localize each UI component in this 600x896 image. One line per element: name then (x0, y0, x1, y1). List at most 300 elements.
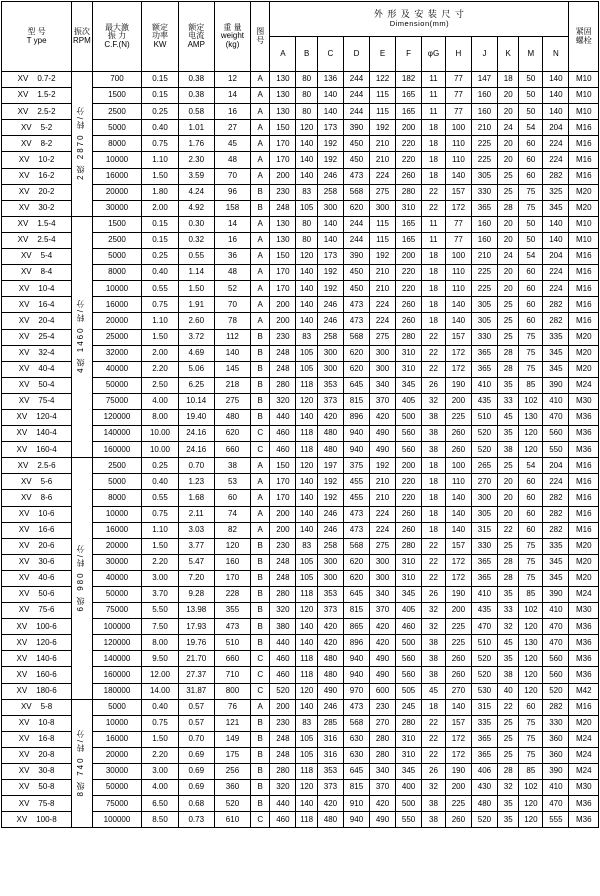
cell-dim-C: 140 (317, 88, 343, 104)
cell-dim-A: 230 (270, 715, 296, 731)
cell-dim-B: 118 (296, 587, 318, 603)
cell-dim-N: 282 (543, 522, 569, 538)
cell-dim-K: 35 (497, 377, 519, 393)
cell-dim-E: 600 (370, 683, 396, 699)
cell-kw: 0.40 (142, 265, 178, 281)
cell-model: XV 75-6 (2, 603, 72, 619)
cell-weight: 52 (214, 281, 250, 297)
cell-dim-J: 315 (471, 522, 497, 538)
cell-dim-C: 246 (317, 297, 343, 313)
cell-dim-H: 260 (445, 812, 471, 828)
cell-kw: 0.75 (142, 136, 178, 152)
cell-drawing: C (251, 667, 270, 683)
cell-dim-B: 140 (296, 297, 318, 313)
cell-dim-B: 120 (296, 780, 318, 796)
cell-dim-G: 18 (422, 136, 446, 152)
cell-dim-G: 45 (422, 683, 446, 699)
cell-dim-N: 325 (543, 184, 569, 200)
cell-rpm-group (72, 216, 92, 457)
cell-bolt: M10 (569, 216, 599, 232)
cell-dim-A: 320 (270, 393, 296, 409)
cell-dim-C: 300 (317, 570, 343, 586)
cell-model: XV 140-4 (2, 426, 72, 442)
cell-dim-K: 28 (497, 345, 519, 361)
cell-cf: 5000 (92, 699, 142, 715)
cell-dim-N: 560 (543, 667, 569, 683)
cell-model: XV 16-4 (2, 297, 72, 313)
cell-dim-B: 80 (296, 72, 318, 88)
cell-dim-A: 130 (270, 72, 296, 88)
cell-dim-F: 260 (396, 313, 422, 329)
cell-dim-E: 275 (370, 538, 396, 554)
cell-dim-H: 140 (445, 506, 471, 522)
cell-dim-K: 25 (497, 297, 519, 313)
cell-dim-D: 620 (343, 345, 369, 361)
cell-amp: 0.69 (178, 764, 214, 780)
cell-dim-G: 26 (422, 587, 446, 603)
cell-drawing: A (251, 152, 270, 168)
cell-dim-M: 60 (519, 297, 543, 313)
cell-dim-C: 420 (317, 619, 343, 635)
cell-kw: 7.50 (142, 619, 178, 635)
cell-dim-C: 480 (317, 651, 343, 667)
cell-dim-N: 560 (543, 651, 569, 667)
cell-dim-N: 410 (543, 393, 569, 409)
cell-dim-D: 390 (343, 120, 369, 136)
cell-dim-H: 172 (445, 570, 471, 586)
cell-bolt: M16 (569, 474, 599, 490)
cell-dim-D: 244 (343, 216, 369, 232)
cell-cf: 100000 (92, 812, 142, 828)
cell-drawing: A (251, 88, 270, 104)
cell-dim-B: 80 (296, 88, 318, 104)
cell-weight: 610 (214, 812, 250, 828)
cell-weight: 48 (214, 265, 250, 281)
cell-model: XV 50-6 (2, 587, 72, 603)
cell-cf: 10000 (92, 715, 142, 731)
cell-dim-K: 35 (497, 651, 519, 667)
cell-dim-M: 75 (519, 361, 543, 377)
cell-cf: 2500 (92, 458, 142, 474)
cell-bolt: M16 (569, 265, 599, 281)
cell-dim-C: 258 (317, 184, 343, 200)
cell-dim-J: 160 (471, 104, 497, 120)
cell-dim-J: 365 (471, 361, 497, 377)
cell-dim-D: 815 (343, 603, 369, 619)
cell-dim-N: 345 (543, 345, 569, 361)
cell-dim-D: 473 (343, 506, 369, 522)
cell-dim-D: 620 (343, 361, 369, 377)
cell-drawing: B (251, 587, 270, 603)
cell-dim-K: 32 (497, 780, 519, 796)
cell-weight: 360 (214, 780, 250, 796)
cell-model: XV 2.5-6 (2, 458, 72, 474)
cell-dim-G: 18 (422, 281, 446, 297)
cell-amp: 3.59 (178, 168, 214, 184)
cell-dim-M: 54 (519, 458, 543, 474)
cell-dim-A: 170 (270, 136, 296, 152)
rpm-group-label: 4级 1460 转/分 (76, 298, 86, 374)
cell-dim-N: 282 (543, 297, 569, 313)
cell-dim-K: 25 (497, 313, 519, 329)
cell-dim-D: 620 (343, 200, 369, 216)
cell-dim-E: 224 (370, 297, 396, 313)
cell-dim-M: 75 (519, 554, 543, 570)
cell-dim-C: 140 (317, 104, 343, 120)
cell-dim-M: 60 (519, 168, 543, 184)
cell-cf: 16000 (92, 522, 142, 538)
cell-amp: 1.01 (178, 120, 214, 136)
cell-cf: 10000 (92, 506, 142, 522)
cell-dim-D: 568 (343, 715, 369, 731)
cell-dim-E: 122 (370, 72, 396, 88)
cell-model: XV 2.5-4 (2, 232, 72, 248)
cell-cf: 50000 (92, 587, 142, 603)
cell-cf: 1500 (92, 216, 142, 232)
cell-dim-J: 406 (471, 764, 497, 780)
cell-dim-K: 28 (497, 361, 519, 377)
cell-dim-B: 118 (296, 812, 318, 828)
cell-kw: 8.00 (142, 635, 178, 651)
cell-weight: 76 (214, 699, 250, 715)
cell-dim-N: 330 (543, 715, 569, 731)
cell-bolt: M16 (569, 522, 599, 538)
cell-dim-K: 25 (497, 329, 519, 345)
cell-dim-G: 18 (422, 490, 446, 506)
cell-dim-N: 560 (543, 426, 569, 442)
cell-dim-H: 110 (445, 474, 471, 490)
cell-dim-F: 345 (396, 587, 422, 603)
cell-dim-K: 20 (497, 281, 519, 297)
cell-cf: 160000 (92, 442, 142, 458)
cell-dim-J: 520 (471, 651, 497, 667)
cell-dim-K: 33 (497, 603, 519, 619)
cell-dim-J: 520 (471, 812, 497, 828)
cell-weight: 96 (214, 184, 250, 200)
cell-kw: 0.25 (142, 458, 178, 474)
cell-dim-D: 645 (343, 764, 369, 780)
cell-dim-F: 165 (396, 216, 422, 232)
cell-dim-C: 480 (317, 442, 343, 458)
cell-drawing: B (251, 361, 270, 377)
cell-cf: 10000 (92, 281, 142, 297)
cell-amp: 4.69 (178, 345, 214, 361)
cell-amp: 3.72 (178, 329, 214, 345)
cell-amp: 0.38 (178, 72, 214, 88)
cell-dim-C: 373 (317, 780, 343, 796)
cell-weight: 660 (214, 442, 250, 458)
cell-dim-H: 77 (445, 216, 471, 232)
cell-dim-G: 38 (422, 812, 446, 828)
cell-model: XV 10-6 (2, 506, 72, 522)
cell-dim-E: 490 (370, 667, 396, 683)
cell-model: XV 50-8 (2, 780, 72, 796)
cell-bolt: M10 (569, 72, 599, 88)
cell-dim-D: 455 (343, 474, 369, 490)
cell-dim-C: 246 (317, 313, 343, 329)
cell-dim-B: 83 (296, 538, 318, 554)
cell-dim-J: 160 (471, 88, 497, 104)
cell-kw: 2.20 (142, 747, 178, 763)
cell-dim-A: 460 (270, 812, 296, 828)
cell-kw: 2.00 (142, 200, 178, 216)
cell-amp: 19.76 (178, 635, 214, 651)
cell-dim-B: 120 (296, 120, 318, 136)
cell-drawing: B (251, 409, 270, 425)
cell-dim-G: 11 (422, 104, 446, 120)
header-dim-M: M (519, 37, 543, 72)
cell-dim-M: 102 (519, 603, 543, 619)
cell-dim-A: 280 (270, 587, 296, 603)
cell-cf: 8000 (92, 136, 142, 152)
cell-amp: 1.76 (178, 136, 214, 152)
cell-dim-H: 172 (445, 731, 471, 747)
cell-dim-A: 248 (270, 361, 296, 377)
cell-dim-K: 20 (497, 152, 519, 168)
cell-dim-B: 120 (296, 603, 318, 619)
cell-drawing: A (251, 104, 270, 120)
cell-dim-E: 192 (370, 120, 396, 136)
cell-dim-C: 353 (317, 377, 343, 393)
cell-dim-A: 440 (270, 796, 296, 812)
cell-dim-B: 140 (296, 136, 318, 152)
cell-dim-N: 345 (543, 570, 569, 586)
cell-dim-H: 157 (445, 329, 471, 345)
cell-kw: 1.50 (142, 168, 178, 184)
cell-dim-D: 473 (343, 699, 369, 715)
cell-dim-C: 316 (317, 731, 343, 747)
cell-dim-C: 192 (317, 136, 343, 152)
cell-model: XV 120-6 (2, 635, 72, 651)
cell-model: XV 10-2 (2, 152, 72, 168)
cell-dim-M: 60 (519, 265, 543, 281)
cell-drawing: A (251, 249, 270, 265)
cell-dim-G: 32 (422, 780, 446, 796)
cell-weight: 38 (214, 458, 250, 474)
cell-dim-A: 440 (270, 409, 296, 425)
cell-dim-G: 32 (422, 603, 446, 619)
cell-dim-J: 365 (471, 554, 497, 570)
cell-cf: 5000 (92, 120, 142, 136)
cell-dim-F: 550 (396, 812, 422, 828)
cell-dim-N: 335 (543, 538, 569, 554)
cell-bolt: M20 (569, 570, 599, 586)
cell-cf: 75000 (92, 603, 142, 619)
cell-dim-D: 473 (343, 522, 369, 538)
cell-weight: 36 (214, 249, 250, 265)
cell-kw: 0.75 (142, 715, 178, 731)
cell-drawing: A (251, 297, 270, 313)
cell-dim-F: 280 (396, 329, 422, 345)
cell-cf: 16000 (92, 168, 142, 184)
cell-kw: 0.75 (142, 297, 178, 313)
header-dim-H: H (445, 37, 471, 72)
header-dim-E: E (370, 37, 396, 72)
cell-dim-H: 140 (445, 522, 471, 538)
cell-dim-H: 157 (445, 538, 471, 554)
cell-dim-C: 285 (317, 715, 343, 731)
cell-cf: 32000 (92, 345, 142, 361)
cell-amp: 5.47 (178, 554, 214, 570)
cell-drawing: B (251, 570, 270, 586)
cell-kw: 4.00 (142, 780, 178, 796)
cell-kw: 1.50 (142, 538, 178, 554)
cell-drawing: B (251, 329, 270, 345)
cell-cf: 30000 (92, 200, 142, 216)
cell-dim-K: 24 (497, 120, 519, 136)
cell-dim-K: 25 (497, 747, 519, 763)
cell-dim-E: 115 (370, 216, 396, 232)
cell-amp: 31.87 (178, 683, 214, 699)
cell-dim-N: 550 (543, 442, 569, 458)
cell-dim-N: 224 (543, 474, 569, 490)
cell-dim-M: 60 (519, 699, 543, 715)
cell-dim-N: 282 (543, 506, 569, 522)
cell-amp: 0.30 (178, 216, 214, 232)
cell-dim-N: 282 (543, 490, 569, 506)
cell-drawing: B (251, 554, 270, 570)
cell-dim-M: 120 (519, 651, 543, 667)
cell-bolt: M10 (569, 104, 599, 120)
cell-cf: 1500 (92, 88, 142, 104)
cell-drawing: A (251, 120, 270, 136)
cell-dim-G: 38 (422, 635, 446, 651)
cell-dim-N: 204 (543, 249, 569, 265)
cell-kw: 2.20 (142, 554, 178, 570)
header-power-kw: 额定 功率 KW (142, 2, 178, 72)
cell-dim-B: 140 (296, 635, 318, 651)
cell-dim-J: 305 (471, 297, 497, 313)
cell-kw: 3.70 (142, 587, 178, 603)
cell-drawing: B (251, 345, 270, 361)
cell-drawing: C (251, 683, 270, 699)
cell-dim-B: 118 (296, 442, 318, 458)
cell-model: XV 20-2 (2, 184, 72, 200)
cell-dim-N: 520 (543, 683, 569, 699)
cell-dim-F: 220 (396, 281, 422, 297)
spec-sheet (0, 1, 600, 896)
cell-dim-B: 80 (296, 232, 318, 248)
cell-bolt: M20 (569, 345, 599, 361)
cell-dim-K: 33 (497, 393, 519, 409)
cell-dim-G: 22 (422, 715, 446, 731)
cell-dim-E: 210 (370, 281, 396, 297)
cell-dim-H: 225 (445, 635, 471, 651)
header-dim-G: φG (422, 37, 446, 72)
cell-model: XV 8-4 (2, 265, 72, 281)
cell-weight: 218 (214, 377, 250, 393)
cell-model: XV 8-6 (2, 490, 72, 506)
cell-dim-K: 20 (497, 474, 519, 490)
cell-amp: 13.98 (178, 603, 214, 619)
cell-drawing: A (251, 232, 270, 248)
cell-dim-A: 520 (270, 683, 296, 699)
cell-dim-C: 258 (317, 538, 343, 554)
cell-dim-D: 896 (343, 635, 369, 651)
cell-dim-H: 200 (445, 780, 471, 796)
cell-dim-N: 470 (543, 619, 569, 635)
vibrator-spec-table (1, 1, 599, 828)
cell-dim-E: 340 (370, 764, 396, 780)
cell-weight: 48 (214, 152, 250, 168)
cell-dim-A: 248 (270, 731, 296, 747)
cell-cf: 30000 (92, 554, 142, 570)
cell-kw: 4.00 (142, 393, 178, 409)
cell-dim-B: 105 (296, 554, 318, 570)
cell-kw: 0.25 (142, 104, 178, 120)
cell-dim-J: 210 (471, 249, 497, 265)
cell-dim-F: 310 (396, 731, 422, 747)
cell-dim-D: 940 (343, 426, 369, 442)
cell-dim-D: 473 (343, 297, 369, 313)
cell-dim-M: 75 (519, 715, 543, 731)
cell-dim-M: 50 (519, 216, 543, 232)
cell-model: XV 100-6 (2, 619, 72, 635)
cell-dim-M: 50 (519, 88, 543, 104)
cell-amp: 2.60 (178, 313, 214, 329)
table-body (2, 72, 599, 828)
cell-dim-D: 568 (343, 329, 369, 345)
cell-dim-A: 170 (270, 474, 296, 490)
cell-model: XV 1.5-2 (2, 88, 72, 104)
cell-dim-F: 220 (396, 474, 422, 490)
cell-dim-F: 405 (396, 603, 422, 619)
cell-dim-H: 77 (445, 72, 471, 88)
cell-bolt: M16 (569, 458, 599, 474)
cell-dim-A: 170 (270, 281, 296, 297)
cell-amp: 24.16 (178, 426, 214, 442)
table-row (2, 458, 599, 474)
cell-dim-H: 77 (445, 104, 471, 120)
cell-weight: 256 (214, 764, 250, 780)
header-dim-D: D (343, 37, 369, 72)
cell-dim-G: 22 (422, 554, 446, 570)
cell-dim-E: 300 (370, 345, 396, 361)
cell-dim-H: 77 (445, 88, 471, 104)
cell-bolt: M36 (569, 651, 599, 667)
cell-drawing: A (251, 281, 270, 297)
cell-kw: 6.50 (142, 796, 178, 812)
cell-drawing: C (251, 651, 270, 667)
cell-dim-G: 18 (422, 168, 446, 184)
cell-drawing: B (251, 635, 270, 651)
cell-dim-B: 105 (296, 345, 318, 361)
cell-dim-H: 157 (445, 184, 471, 200)
cell-dim-D: 940 (343, 442, 369, 458)
cell-dim-H: 172 (445, 345, 471, 361)
cell-cf: 75000 (92, 393, 142, 409)
cell-weight: 228 (214, 587, 250, 603)
cell-weight: 355 (214, 603, 250, 619)
cell-bolt: M16 (569, 249, 599, 265)
cell-dim-E: 280 (370, 731, 396, 747)
rpm-group-label: 6级 980 转/分 (76, 543, 86, 612)
cell-dim-K: 25 (497, 538, 519, 554)
cell-dim-A: 460 (270, 667, 296, 683)
cell-dim-C: 353 (317, 587, 343, 603)
cell-dim-A: 380 (270, 619, 296, 635)
cell-drawing: B (251, 393, 270, 409)
cell-dim-G: 38 (422, 409, 446, 425)
cell-amp: 3.77 (178, 538, 214, 554)
cell-dim-G: 38 (422, 796, 446, 812)
cell-model: XV 100-8 (2, 812, 72, 828)
cell-weight: 16 (214, 104, 250, 120)
cell-dim-M: 75 (519, 200, 543, 216)
cell-kw: 0.25 (142, 249, 178, 265)
cell-dim-N: 224 (543, 152, 569, 168)
cell-dim-M: 54 (519, 249, 543, 265)
